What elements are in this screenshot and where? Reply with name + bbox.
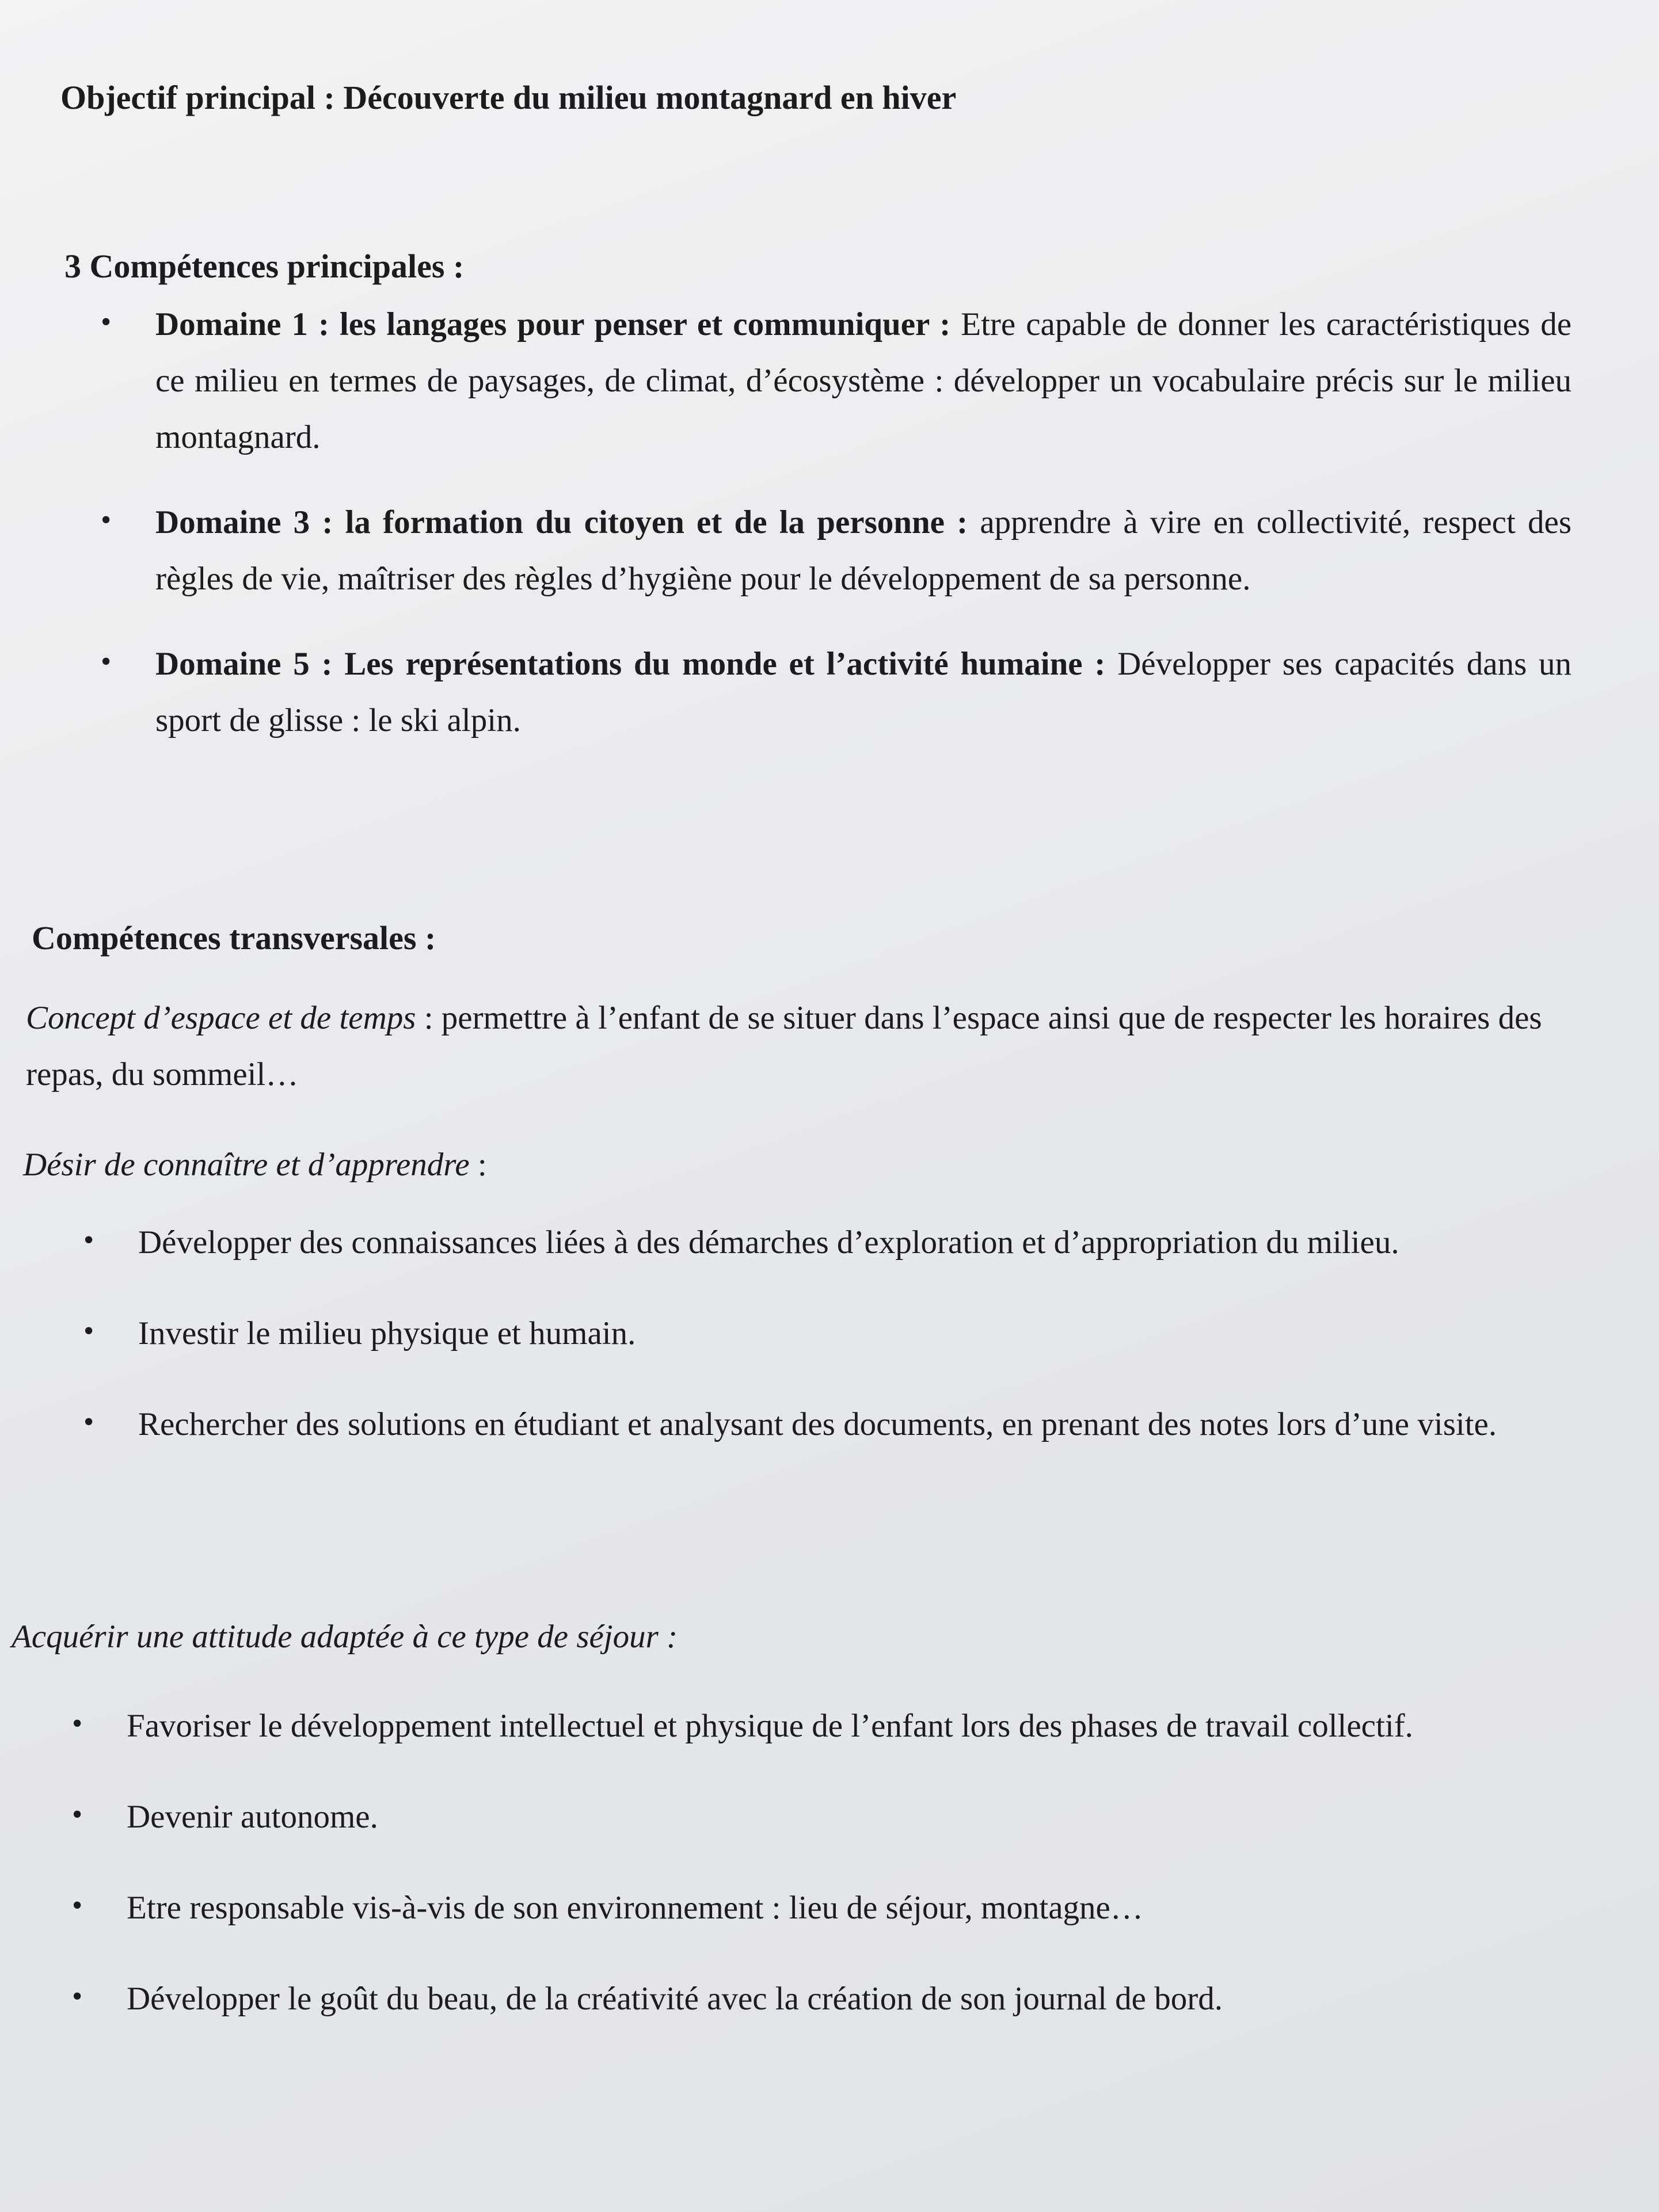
competences-principales-title: 3 Compétences principales : xyxy=(64,248,465,285)
desir-item-text: Rechercher des solutions en étudiant et analysant des documents, en prenant des notes lors d’une visite. xyxy=(138,1406,1497,1443)
list-item xyxy=(83,1305,1629,1362)
bullet-icon: • xyxy=(72,1798,83,1832)
domaines-list xyxy=(101,296,1572,778)
list-item xyxy=(72,1880,1646,1936)
bullet-icon: • xyxy=(83,1224,94,1257)
bullet-icon: • xyxy=(72,1889,83,1922)
concept-text: : permettre à l’enfant de se situer dans l’espace ainsi que de respecter les horaires des repas, du sommeil… xyxy=(26,1000,1542,1093)
desir-item-text: Investir le milieu physique et humain. xyxy=(138,1315,636,1352)
domaine-label: Domaine 1 : les langages pour penser et communiquer : xyxy=(155,306,961,342)
bullet-icon: • xyxy=(101,504,112,537)
list-item xyxy=(72,1789,1646,1845)
list-item xyxy=(83,1214,1629,1271)
concept-paragraph xyxy=(26,990,1620,1103)
concept-label: Concept d’espace et de temps xyxy=(26,1000,416,1036)
acquerir-list xyxy=(72,1698,1646,2062)
acquerir-item-text: Etre responsable vis-à-vis de son environnement : lieu de séjour, montagne… xyxy=(127,1890,1143,1927)
list-item xyxy=(72,1698,1646,1754)
bullet-icon: • xyxy=(83,1315,94,1348)
list-item xyxy=(83,1396,1629,1453)
acquerir-item-text: Développer le goût du beau, de la créativité avec la création de son journal de bord. xyxy=(127,1981,1223,2017)
bullet-icon: • xyxy=(72,1707,83,1740)
bullet-icon: • xyxy=(83,1406,94,1439)
domaine-text: apprendre à vire en collectivité, respect des règles de vie, maîtriser des règles d’hygiène pour le développement de sa personne. xyxy=(155,504,1572,597)
competences-transversales-title: Compétences transversales : xyxy=(32,919,436,957)
desir-list xyxy=(83,1214,1629,1487)
acquerir-item-text: Devenir autonome. xyxy=(127,1799,378,1836)
acquerir-item-text: Favoriser le développement intellectuel et physique de l’enfant lors des phases de travail collectif. xyxy=(127,1708,1413,1744)
list-item xyxy=(101,494,1572,607)
list-item xyxy=(101,296,1572,466)
bullet-icon: • xyxy=(101,306,112,338)
desir-label: Désir de connaître et d’apprendre xyxy=(23,1147,470,1183)
list-item xyxy=(101,636,1572,749)
objectif-label: Objectif principal : xyxy=(60,79,344,116)
domaine-text: Etre capable de donner les caractéristiques de ce milieu en termes de paysages, de climat, d’écosystème : développer un vocabulaire précis sur le milieu montagnard. xyxy=(155,306,1572,456)
bullet-icon: • xyxy=(72,1980,83,2013)
acquerir-title: Acquérir une attitude adaptée à ce type de séjour : xyxy=(12,1619,678,1655)
desir-title xyxy=(23,1137,1577,1193)
desir-suffix: : xyxy=(469,1147,487,1183)
objectif-text: Découverte du milieu montagnard en hiver xyxy=(343,79,957,116)
domaine-text: Développer ses capacités dans un sport de glisse : le ski alpin. xyxy=(155,646,1572,739)
desir-item-text: Développer des connaissances liées à des démarches d’exploration et d’appropriation du milieu. xyxy=(138,1224,1399,1261)
bullet-icon: • xyxy=(101,645,112,679)
objectif-principal xyxy=(60,69,1557,127)
domaine-label: Domaine 5 : Les représentations du monde et l’activité humaine : xyxy=(155,646,1118,683)
list-item xyxy=(72,1971,1646,2027)
domaine-label: Domaine 3 : la formation du citoyen et de la personne : xyxy=(155,504,980,541)
